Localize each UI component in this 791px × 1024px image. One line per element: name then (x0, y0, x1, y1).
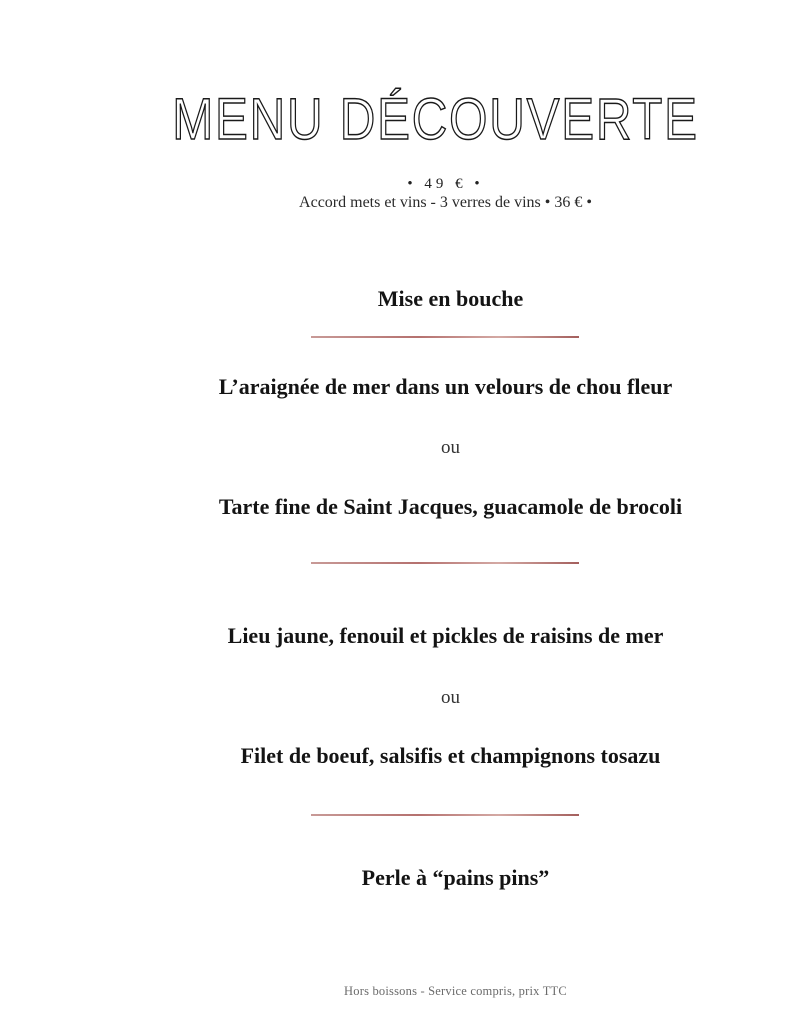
footer-note: Hors boissons - Service compris, prix TTC (344, 984, 567, 998)
course-main-or: ou (441, 687, 460, 708)
section-divider (311, 562, 579, 564)
section-divider (311, 336, 579, 338)
course-starter-or: ou (441, 437, 460, 458)
course-starter-option-2: Tarte fine de Saint Jacques, guacamole de brocoli (218, 494, 683, 519)
course-amuse-bouche: Mise en bouche (377, 286, 524, 311)
course-dessert: Perle à “pains pins” (361, 865, 550, 890)
course-main-option-2: Filet de boeuf, salsifis et champignons tosazu (240, 743, 661, 768)
course-main-option-1: Lieu jaune, fenouil et pickles de raisins de mer (227, 623, 664, 648)
menu-title-text: MENU DÉCOUVERTE (172, 85, 699, 152)
wine-pairing-price: Accord mets et vins - 3 verres de vins • 36 € • (299, 194, 592, 211)
course-starter-option-1: L’araignée de mer dans un velours de chou fleur (218, 374, 673, 399)
menu-title (87, 86, 783, 151)
section-divider (311, 814, 579, 816)
menu-price: • 49 € • (407, 176, 484, 192)
